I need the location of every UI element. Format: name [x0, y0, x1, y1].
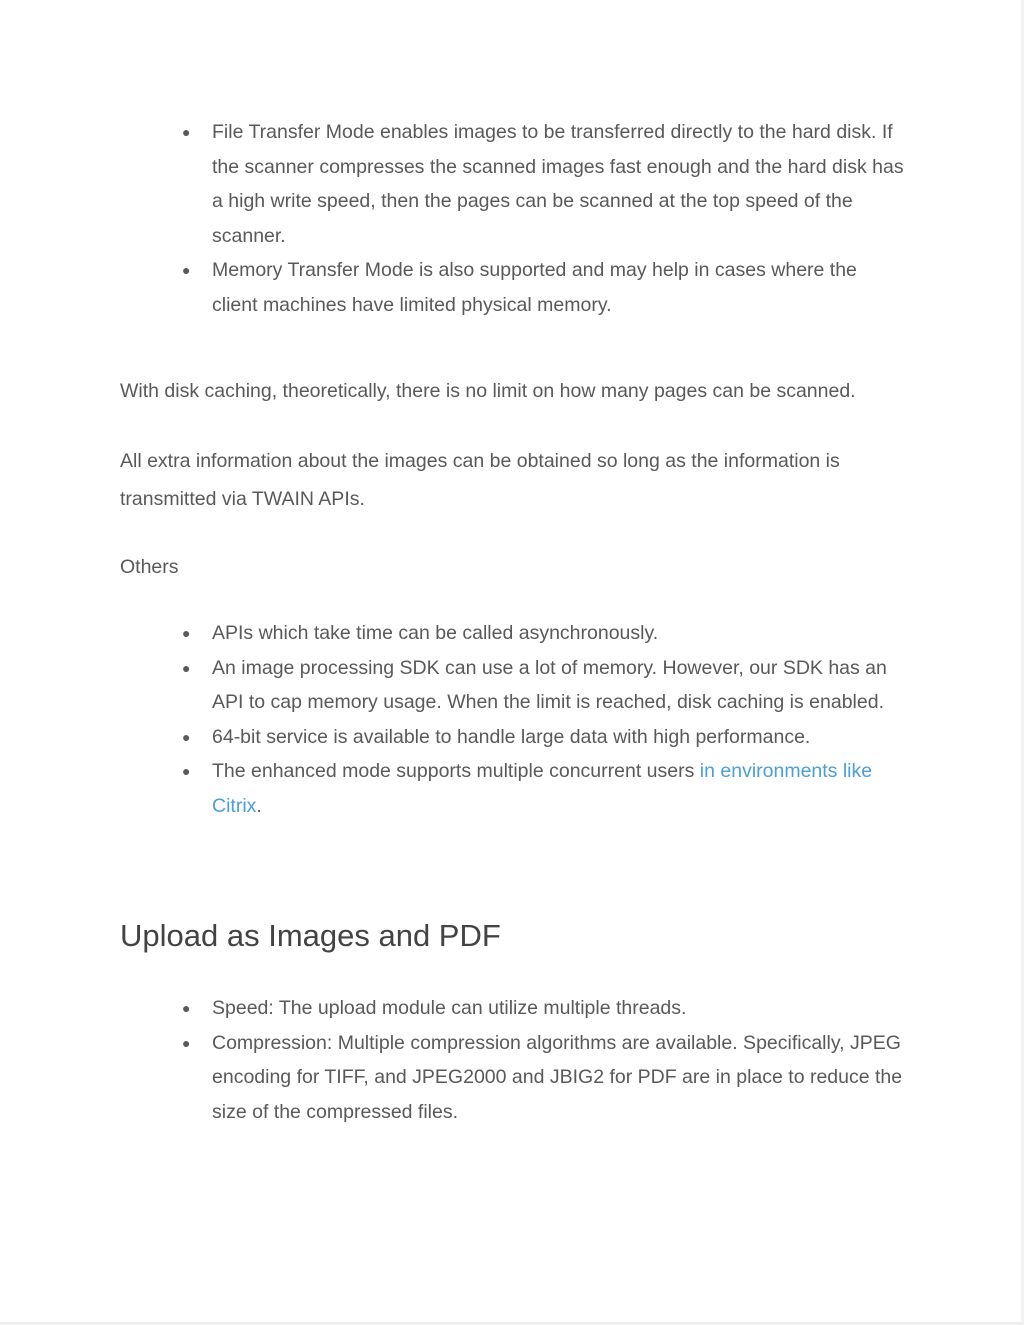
list-item-text: Speed: The upload module can utilize multiple threads.	[212, 997, 687, 1019]
list-item	[0, 651, 905, 720]
list-item-text: Memory Transfer Mode is also supported and may help in cases where the client machines have limited physical memory.	[212, 259, 857, 316]
list-item	[0, 253, 905, 322]
disk-caching-paragraph: With disk caching, theoretically, there is no limit on how many pages can be scanned.	[120, 380, 856, 402]
upload-list	[0, 991, 1024, 1129]
list-item	[0, 754, 905, 823]
upload-section-heading: Upload as Images and PDF	[120, 918, 501, 953]
list-item-text: Compression: Multiple compression algorithms are available. Specifically, JPEG encoding for TIFF, and JPEG2000 and JBIG2 for PDF are in place to reduce the size of the compressed files.	[212, 1031, 903, 1123]
others-list-block	[0, 616, 1024, 823]
bullet-icon: ●	[182, 763, 191, 779]
bullet-icon: ●	[182, 728, 191, 745]
list-item	[0, 720, 905, 755]
list-item-text: APIs which take time can be called asynchronously.	[212, 622, 659, 644]
bullet-icon: ●	[182, 262, 191, 278]
bullet-icon: ●	[182, 1034, 191, 1051]
transfer-mode-list-block	[0, 115, 1024, 322]
others-list	[0, 616, 1024, 823]
citrix-environments-link[interactable]: in environments like Citrix	[212, 760, 873, 817]
list-item	[0, 616, 905, 651]
list-item	[0, 991, 905, 1026]
bullet-icon: ●	[182, 659, 191, 676]
list-item-text-suffix: .	[256, 794, 262, 817]
bullet-icon: ●	[182, 1000, 191, 1016]
list-item-text: 64-bit service is available to handle large data with high performance.	[212, 725, 811, 748]
others-label: Others	[120, 556, 179, 578]
bullet-icon: ●	[182, 625, 191, 641]
list-item-text: File Transfer Mode enables images to be transferred directly to the hard disk. If the scanner compresses the scanned images fast enough and the hard disk has a high write speed, then the pages can be scanned at the top speed of the scanner.	[212, 121, 904, 247]
extra-info-paragraph: All extra information about the images can be obtained so long as the information is transmitted via TWAIN APIs.	[120, 450, 840, 510]
upload-list-block	[0, 991, 1024, 1129]
list-item-text: An image processing SDK can use a lot of memory. However, our SDK has an API to cap memory usage. When the limit is reached, disk caching is enabled.	[212, 656, 887, 713]
list-item-text-prefix: The enhanced mode supports multiple concurrent users	[212, 760, 700, 782]
transfer-mode-list	[0, 115, 1024, 322]
list-item	[0, 115, 905, 253]
bullet-icon: ●	[182, 124, 191, 140]
list-item	[0, 1026, 905, 1130]
